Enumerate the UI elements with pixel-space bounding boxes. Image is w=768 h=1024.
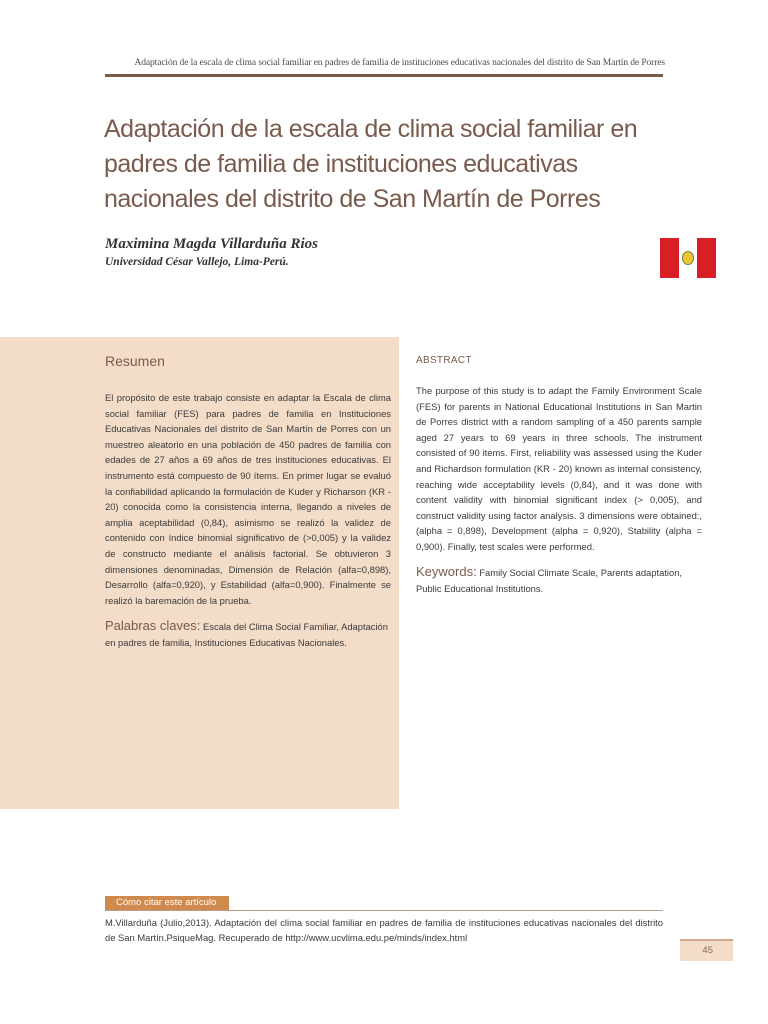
resumen-heading: Resumen: [105, 353, 165, 369]
peru-flag-icon: [660, 238, 716, 278]
citation-text: M.Villarduña (Julio,2013). Adaptación del clima social familiar en padres de familia de instituciones educativas nacionales del distrito de San Martín.PsiqueMag. Recuperado de http://www.ucvlima.edu.pe/minds/index.html: [105, 917, 663, 943]
citation-tab: Cómo citar este artículo: [105, 896, 229, 910]
article-title: Adaptación de la escala de clima social familiar en padres de familia de instituciones educativas nacionales del distrito de San Martín de Porres: [104, 115, 638, 213]
author-name: Maximina Magda Villarduña Rios: [105, 236, 318, 252]
palabras-claves-text: Escala del Clima Social Familiar, Adaptación en padres de familia, Instituciones Educativas Nacionales.: [105, 621, 388, 648]
running-head: Adaptación de la escala de clima social familiar en padres de familia de instituciones educativas nacionales del distrito de San Martín de Porres: [134, 58, 665, 68]
palabras-claves: [105, 618, 391, 650]
palabras-claves-label: Palabras claves:: [105, 618, 201, 633]
resumen-text: El propósito de este trabajo consiste en adaptar la Escala de clima social familiar (FES) para padres de familia en Instituciones Educativas Nacionales del distrito de San Martín de Porres con un muestreo aleatorio en una población de 450 padres de familia con edades de 27 años a 69 años de tres instituciones educativas. El instrumento está compuesto de 90 ítems. En primer lugar se evaluó la confiabilidad aplicando la formulación de Kuder y Richarson (KR - 20) conocida como la consistencia interna, llegando a niveles de amplia aceptabilidad (0,84), asimismo se realizó la validez de contenido con índice binomial significativo de (>0,005) y la validez de constructo mediante el análisis factorial. Se obtuvieron 3 dimensiones denominadas, Dimensión de Relación (alfa=0,898), Desarrollo (alfa=0,920), y Estabilidad (alfa=0,900). Finalmente se realizó la baremación de la prueba.: [105, 392, 391, 606]
keywords-label: Keywords:: [416, 564, 477, 579]
header-rule: [105, 74, 663, 77]
abstract-heading: ABSTRACT: [416, 355, 472, 366]
coat-of-arms-icon: [682, 251, 694, 265]
keywords: [416, 564, 702, 596]
author-affiliation: Universidad César Vallejo, Lima-Perú.: [105, 256, 289, 268]
flag-band-left: [660, 238, 679, 278]
flag-band-right: [697, 238, 716, 278]
keywords-text: Family Social Climate Scale, Parents adaptation, Public Educational Institutions.: [416, 567, 683, 594]
page-number: 45: [680, 939, 733, 961]
abstract-text: The purpose of this study is to adapt the Family Environment Scale (FES) for parents in National Educational Institutions in San Martin de Porres district with a random sampling of a 450 parents sample aged 27 years to 69 years in three schools. The instrument consisted of 90 items. First, reliability was assessed using the Kuder and Richardson formulation (KR - 20) known as internal consistency, reaching wide acceptability levels (0,84), and it was done with content validity with binomial significant index (> 0,005), and construct validity using factor analysis. 3 dimensions were obtained:, (alpha = 0,898), Development (alpha = 0,920), Stability (alpha = 0,900). Finally, test scales were performed.: [416, 385, 702, 552]
citation-rule: [105, 910, 663, 911]
flag-band-center: [679, 238, 698, 278]
